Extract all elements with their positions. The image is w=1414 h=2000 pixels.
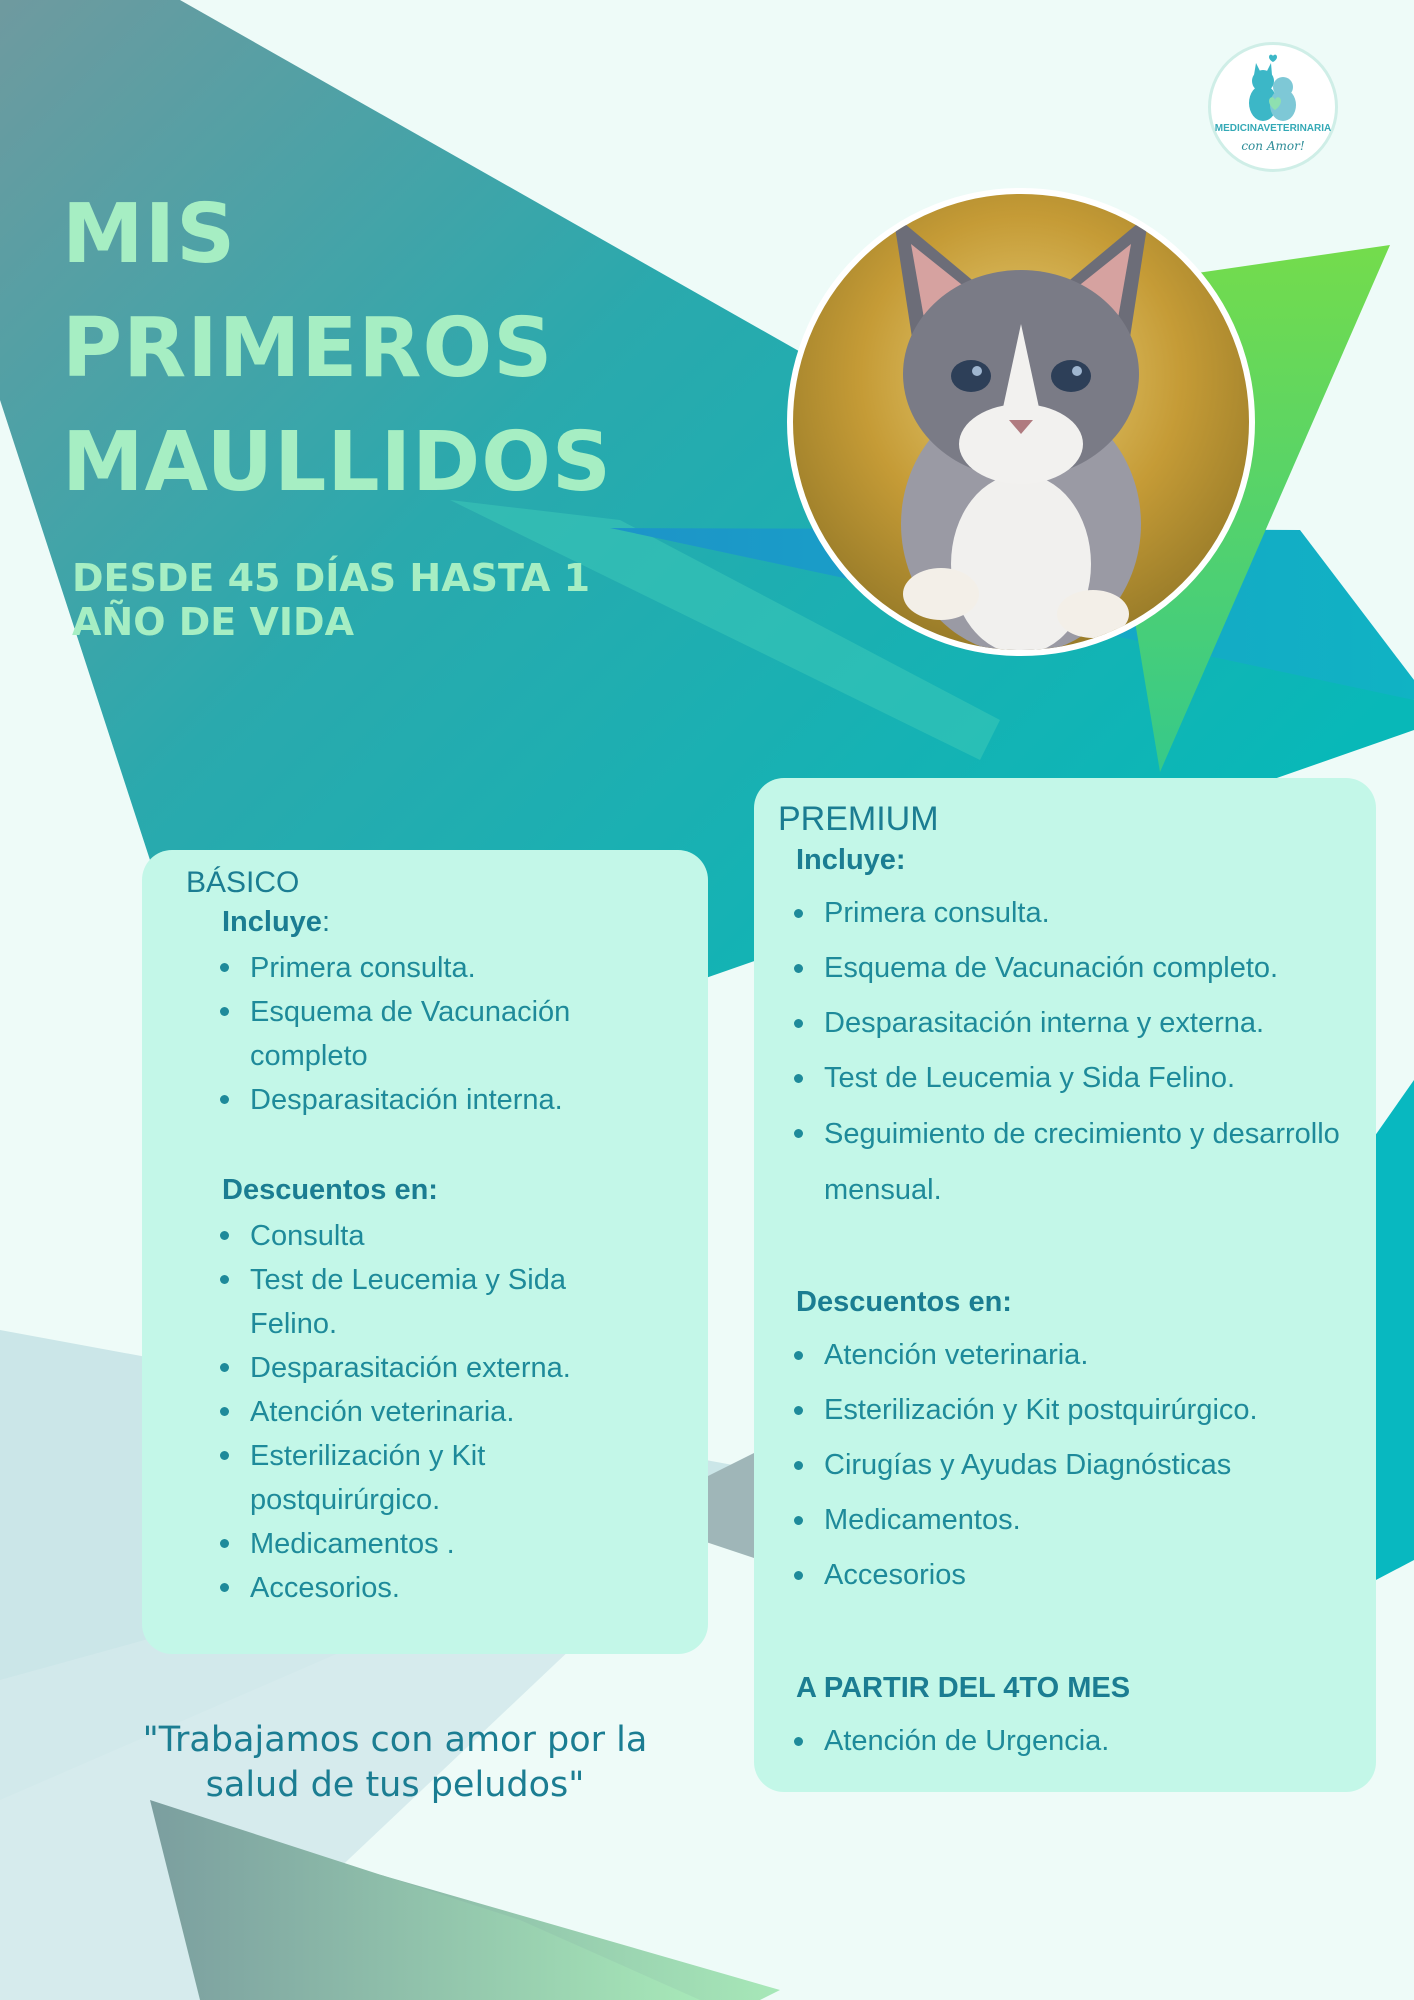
- list-item: Primera consulta.: [792, 886, 1352, 941]
- list-item: Accesorios.: [218, 1566, 658, 1610]
- premium-includes-list: [792, 886, 1352, 1218]
- list-item: Atención veterinaria.: [792, 1328, 1352, 1383]
- brand-logo: [1208, 42, 1338, 172]
- kitten-photo: [787, 188, 1255, 656]
- list-item: Esquema de Vacunación completo.: [792, 941, 1352, 996]
- title-line-1: MIS: [62, 187, 237, 282]
- title-line-3: MAULLIDOS: [62, 415, 612, 510]
- logo-name: MEDICINAVETERINARIA: [1214, 123, 1332, 134]
- page-title: [62, 178, 612, 520]
- basic-discounts-title: Descuentos en:: [222, 1174, 438, 1206]
- basic-plan-name: BÁSICO: [186, 866, 300, 899]
- premium-plan-card: [754, 778, 1376, 1792]
- page-subtitle: DESDE 45 DÍAS HASTA 1 AÑO DE VIDA: [72, 556, 591, 644]
- list-item: Medicamentos .: [218, 1522, 658, 1566]
- list-item: Desparasitación interna y externa.: [792, 996, 1352, 1051]
- list-item: Atención de Urgencia.: [792, 1714, 1352, 1769]
- premium-discounts-title: Descuentos en:: [796, 1286, 1012, 1318]
- list-item: Atención veterinaria.: [218, 1390, 658, 1434]
- list-item: Primera consulta.: [218, 946, 658, 990]
- premium-from-title: A PARTIR DEL 4TO MES: [796, 1672, 1131, 1704]
- kitten-illustration: [793, 194, 1249, 650]
- list-item: Medicamentos.: [792, 1493, 1352, 1548]
- list-item: Test de Leucemia y Sida Felino.: [218, 1258, 658, 1346]
- premium-discounts-list: [792, 1328, 1352, 1603]
- list-item: Seguimiento de crecimiento y desarrollo mensual.: [792, 1106, 1352, 1218]
- list-item: Cirugías y Ayudas Diagnósticas: [792, 1438, 1352, 1493]
- basic-includes-label: Incluye: [222, 906, 322, 938]
- basic-includes-title: [222, 906, 330, 939]
- list-item: Accesorios: [792, 1548, 1352, 1603]
- footer-quote: "Trabajamos con amor por la salud de tus peludos": [142, 1720, 648, 1805]
- logo-tagline: con Amor!: [1241, 139, 1305, 153]
- list-item: Desparasitación externa.: [218, 1346, 658, 1390]
- list-item: Desparasitación interna.: [218, 1078, 658, 1122]
- title-line-2: PRIMEROS: [62, 301, 554, 396]
- premium-plan-name: PREMIUM: [778, 800, 939, 838]
- premium-includes-title: Incluye:: [796, 844, 906, 876]
- basic-plan-card: [142, 850, 708, 1654]
- basic-discounts-list: [218, 1214, 658, 1610]
- premium-from-list: [792, 1714, 1352, 1769]
- list-item: Consulta: [218, 1214, 658, 1258]
- basic-includes-list: [218, 946, 658, 1122]
- list-item: Esterilización y Kit postquirúrgico.: [792, 1383, 1352, 1438]
- list-item: Esquema de Vacunación completo: [218, 990, 658, 1078]
- basic-includes-colon: :: [321, 906, 330, 938]
- list-item: Test de Leucemia y Sida Felino.: [792, 1051, 1352, 1106]
- list-item: Esterilización y Kit postquirúrgico.: [218, 1434, 658, 1522]
